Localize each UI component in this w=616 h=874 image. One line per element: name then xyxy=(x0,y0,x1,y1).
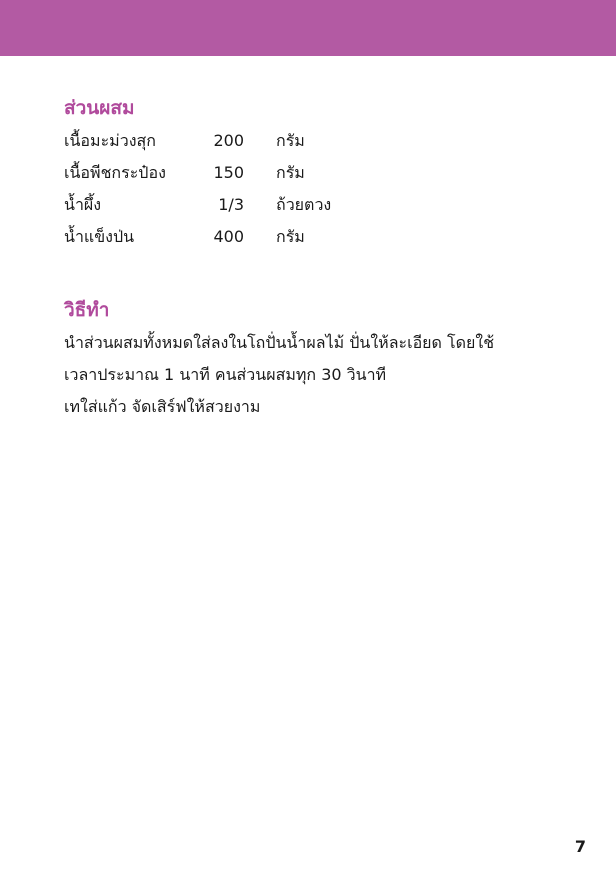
ingredient-name: น้ำแข็งป่น xyxy=(64,227,135,246)
method-line: นำส่วนผสมทั้งหมดใส่ลงในโถปั่นน้ำผลไม้ ปั่นให้ละเอียด โดยใช้ xyxy=(64,333,495,352)
ingredient-unit: กรัม xyxy=(276,163,305,182)
method-line: เทใส่แก้ว จัดเสิร์ฟให้สวยงาม xyxy=(64,397,261,416)
ingredient-name: เนื้อพีชกระป๋อง xyxy=(64,163,166,182)
ingredient-row xyxy=(64,194,384,226)
method-title: วิธีทำ xyxy=(64,299,110,321)
ingredient-quantity: 400 xyxy=(213,227,244,246)
ingredient-quantity: 150 xyxy=(213,163,244,182)
page-number: 7 xyxy=(574,837,586,856)
ingredient-quantity: 200 xyxy=(213,131,244,150)
header-band xyxy=(0,0,616,56)
ingredient-row xyxy=(64,130,384,162)
method-steps xyxy=(64,332,584,428)
method-line: เวลาประมาณ 1 นาที คนส่วนผสมทุก 30 วินาที xyxy=(64,365,387,384)
ingredient-unit: กรัม xyxy=(276,227,305,246)
ingredient-row xyxy=(64,226,384,258)
ingredient-name: น้ำผึ้ง xyxy=(64,195,102,214)
ingredient-unit: ถ้วยตวง xyxy=(276,195,332,214)
ingredient-quantity: 1/3 xyxy=(218,195,244,214)
ingredient-name: เนื้อมะม่วงสุก xyxy=(64,131,156,150)
ingredients-list xyxy=(64,130,384,258)
ingredients-title: ส่วนผสม xyxy=(64,97,135,119)
ingredient-row xyxy=(64,162,384,194)
ingredient-unit: กรัม xyxy=(276,131,305,150)
